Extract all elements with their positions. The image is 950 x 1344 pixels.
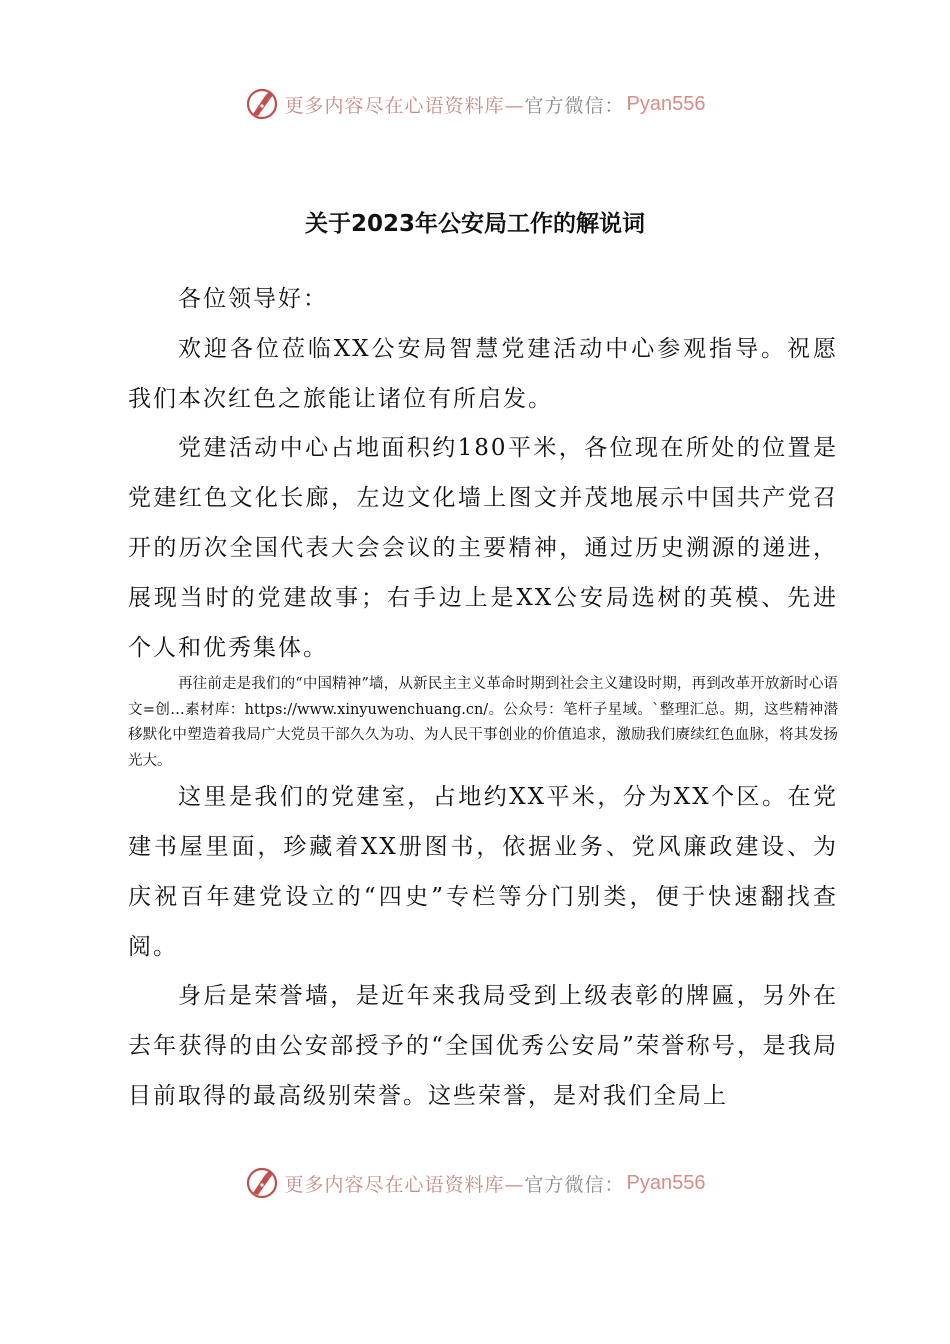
paragraph-activity-center: 党建活动中心占地面积约180平米，各位现在所处的位置是党建红色文化长廊，左边文化墙上图文并茂地展示中国共产党召开的历次全国代表大会会议的主要精神，通过历史溯源的递进，展现当时的党建故事；右手边上是XX公安局选树的英模、先进个人和优秀集体。 bbox=[128, 435, 838, 661]
banner-wechat-label: 官方微信： bbox=[524, 94, 625, 117]
banner-wechat-id: Pyan556 bbox=[626, 1171, 706, 1194]
banner-wechat-label: 官方微信： bbox=[524, 1173, 625, 1196]
pen-nib-logo-icon bbox=[245, 1166, 279, 1200]
header-banner bbox=[0, 84, 950, 124]
paragraph-honor-wall: 身后是荣誉墙，是近年来我局受到上级表彰的牌匾，另外在去年获得的由公安部授予的“全国优秀公安局”荣誉称号，是我局目前取得的最高级别荣誉。这些荣誉，是对我们全局上 bbox=[128, 983, 838, 1109]
banner-main-text: 更多内容尽在心语资料库— bbox=[284, 94, 525, 117]
paragraph-party-room: 这里是我们的党建室，占地约XX平米，分为XX个区。在党建书屋里面，珍藏着XX册图书，依据业务、党风廉政建设、为庆祝百年建党设立的“四史”专栏等分门别类，便于快速翻找查阅。 bbox=[128, 784, 838, 960]
banner-wechat-id: Pyan556 bbox=[626, 92, 706, 115]
pen-nib-logo-icon bbox=[245, 87, 279, 121]
paragraph-china-spirit: 再往前走是我们的“中国精神”墙，从新民主主义革命时期到社会主义建设时期，再到改革开放新时心语文=创…素材库：https://www.xinyuwenchuang.cn/。公众号：笔杆子星域。`整理汇总。期，这些精神潜移默化中塑造着我局广大党员干部久久为功、为人民干事创业的价值追求，激励我们赓续红色血脉，将其发扬光大。 bbox=[128, 676, 838, 769]
greeting: 各位领导好： bbox=[178, 286, 328, 312]
paragraph-welcome: 欢迎各位莅临XX公安局智慧党建活动中心参观指导。祝愿我们本次红色之旅能让诸位有所启发。 bbox=[128, 336, 838, 412]
banner-main-text: 更多内容尽在心语资料库— bbox=[284, 1173, 525, 1196]
document-title: 关于2023年公安局工作的解说词 bbox=[304, 211, 645, 237]
footer-banner bbox=[0, 1163, 950, 1203]
